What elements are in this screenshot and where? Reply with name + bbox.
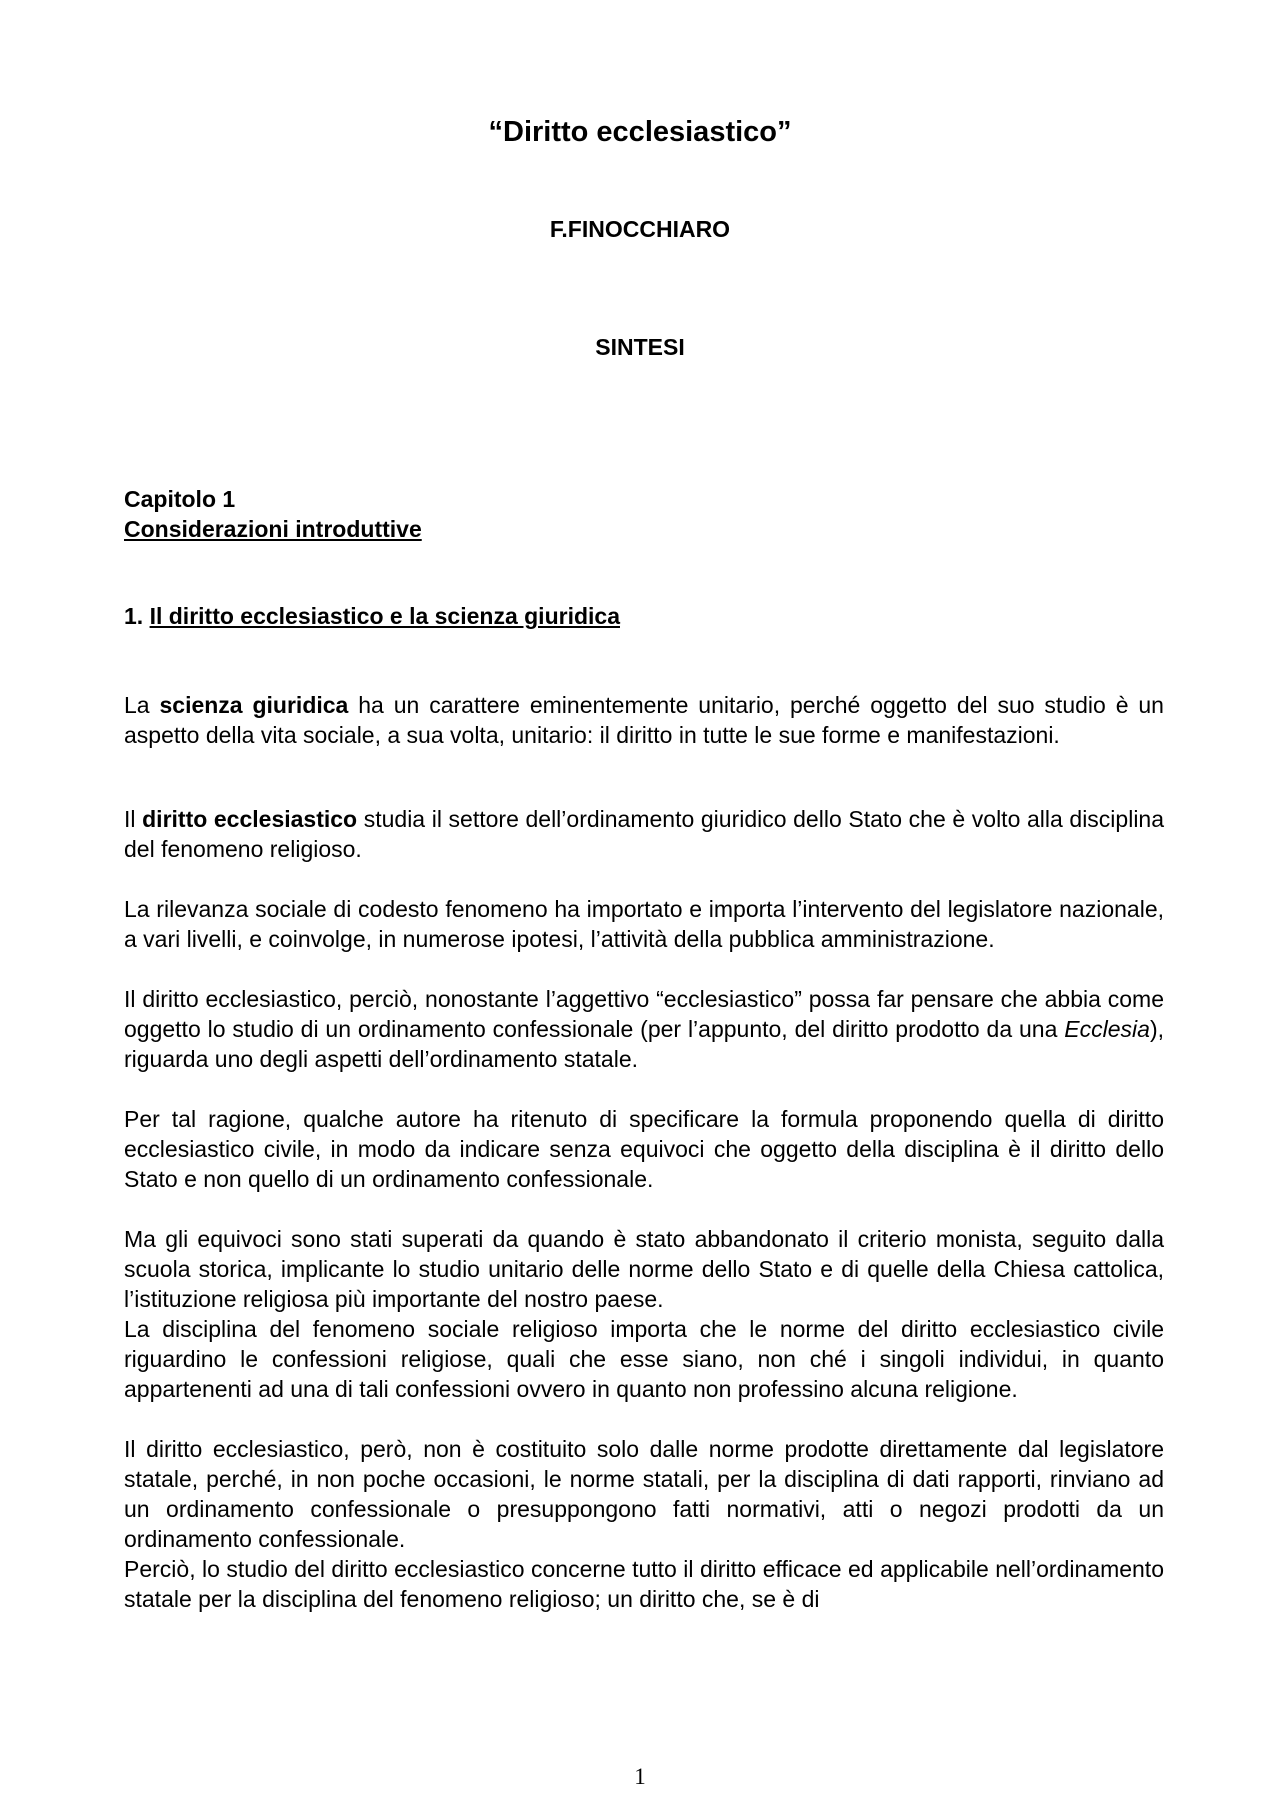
body-text [124, 690, 1164, 1614]
chapter-heading [124, 484, 422, 544]
chapter-title: Considerazioni introduttive [124, 516, 422, 542]
document-title: “Diritto ecclesiastico” [488, 116, 792, 148]
paragraph-1 [124, 690, 1164, 750]
paragraph-9: Perciò, lo studio del diritto ecclesiastico concerne tutto il diritto efficace ed applicabile nell’ordinamento statale per la disciplina del fenomeno religioso; un diritto che, se è di [124, 1556, 1164, 1612]
paragraph-8: Il diritto ecclesiastico, però, non è costituito solo dalle norme prodotte direttamente dal legislatore statale, perché, in non poche occasioni, le norme statali, per la disciplina di dati rapporti, rinviano ad un ordinamento confessionale o presuppongono fatti normativi, atti o negozi prodotti da un ordinamento confessionale. [124, 1436, 1164, 1552]
paragraph-2 [124, 804, 1164, 864]
paragraph-7: La disciplina del fenomeno sociale religioso importa che le norme del diritto ecclesiastico civile riguardino le confessioni religiose, quali che esse siano, non ché i singoli individui, in quanto appartenenti ad una di tali confessioni ovvero in quanto non professino alcuna religione. [124, 1316, 1164, 1402]
chapter-label: Capitolo 1 [124, 486, 236, 512]
paragraph-1-before: La [124, 692, 160, 718]
paragraph-4-italic: Ecclesia [1064, 1016, 1150, 1042]
paragraph-2-bold: diritto ecclesiastico [142, 806, 358, 832]
paragraph-3: La rilevanza sociale di codesto fenomeno ha importato e importa l’intervento del legislatore nazionale, a vari livelli, e coinvolge, in numerose ipotesi, l’attività della pubblica amministrazione. [124, 896, 1164, 952]
paragraph-4 [124, 984, 1164, 1074]
section-title: Il diritto ecclesiastico e la scienza giuridica [149, 603, 620, 629]
paragraph-4-after: ), riguarda uno degli aspetti dell’ordinamento statale. [124, 1016, 1164, 1072]
document-author: F.FINOCCHIARO [549, 216, 731, 242]
paragraph-6: Ma gli equivoci sono stati superati da quando è stato abbandonato il criterio monista, seguito dalla scuola storica, implicante lo studio unitario delle norme dello Stato e di quelle della Chiesa cattolica, l’istituzione religiosa più importante del nostro paese. [124, 1226, 1164, 1312]
page-number: 1 [634, 1764, 646, 1789]
paragraph-2-after: studia il settore dell’ordinamento giuridico dello Stato che è volto alla disciplina del fenomeno religioso. [124, 806, 1165, 862]
document-subtitle: SINTESI [595, 334, 685, 360]
paragraph-4-before: Il diritto ecclesiastico, perciò, nonostante l’aggettivo “ecclesiastico” possa far pensare che abbia come oggetto lo studio di un ordinamento confessionale (per l’appunto, del diritto prodotto da una [124, 986, 1164, 1042]
section-heading [124, 603, 620, 630]
paragraph-1-bold: scienza giuridica [159, 692, 349, 718]
section-number: 1. [124, 603, 144, 629]
paragraph-5: Per tal ragione, qualche autore ha ritenuto di specificare la formula proponendo quella di diritto ecclesiastico civile, in modo da indicare senza equivoci che oggetto della disciplina è il diritto dello Stato e non quello di un ordinamento confessionale. [124, 1106, 1164, 1192]
paragraph-1-after: ha un carattere eminentemente unitario, perché oggetto del suo studio è un aspetto della vita sociale, a sua volta, unitario: il diritto in tutte le sue forme e manifestazioni. [124, 692, 1164, 748]
paragraph-2-before: Il [124, 806, 143, 832]
